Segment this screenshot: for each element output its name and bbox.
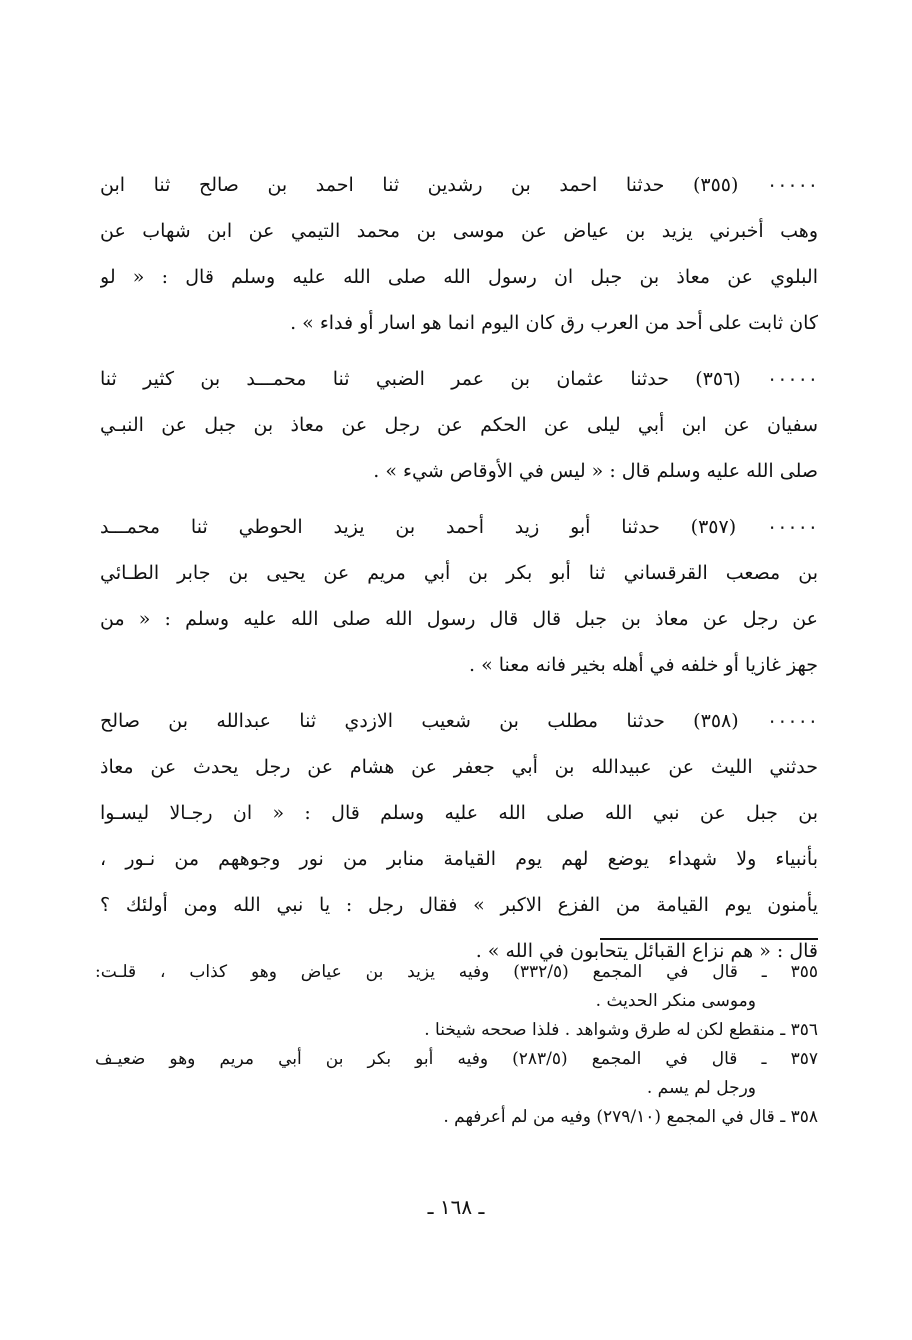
text-line: بأنبياء ولا شهداء يوضع لهم يوم القيامة منابر من نور وجوههم من نـور ، <box>100 848 818 870</box>
text-line: ٠٠٠٠٠ (٣٥٨) حدثنا مطلب بن شعيب الازدي ثنا عبدالله بن صالح <box>100 710 818 732</box>
text-line: البلوي عن معاذ بن جبل ان رسول الله صلى الله عليه وسلم قال : « لو <box>100 266 818 288</box>
text-line: صلى الله عليه وسلم قال : « ليس في الأوقاص شيء » . <box>373 460 818 482</box>
hadith-357 <box>100 504 818 688</box>
text-line: عن رجل عن معاذ بن جبل قال قال رسول الله صلى الله عليه وسلم : « من <box>100 608 818 630</box>
text-line: وهب أخبرني يزيد بن عياض عن موسى بن محمد التيمي عن ابن شهاب عن <box>100 220 818 242</box>
text-line: ٠٠٠٠٠ (٣٥٦) حدثنا عثمان بن عمر الضبي ثنا محمـــد بن كثير ثنا <box>100 368 818 390</box>
main-text <box>100 162 818 984</box>
text-line: ٠٠٠٠٠ (٣٥٧) حدثنا أبو زيد أحمد بن يزيد الحوطي ثنا محمـــد <box>100 516 818 538</box>
text-line: ٠٠٠٠٠ (٣٥٥) حدثنا احمد بن رشدين ثنا احمد بن صالح ثنا ابن <box>100 174 818 196</box>
page-number: ـ ١٦٨ ـ <box>427 1195 485 1219</box>
hadith-356 <box>100 356 818 494</box>
text-line: جهز غازيا أو خلفه في أهله بخير فانه معنا » . <box>469 654 818 676</box>
text-line: بن مصعب القرقساني ثنا أبو بكر بن أبي مريم عن يحيى بن جابر الطـائي <box>100 562 818 584</box>
footnotes <box>95 958 818 1132</box>
footnote-separator <box>600 938 818 940</box>
text-line: كان ثابت على أحد من العرب رق كان اليوم انما هو اسار أو فداء » . <box>290 312 818 334</box>
text-line: حدثني الليث عن عبيدالله بن أبي جعفر عن هشام عن رجل يحدث عن معاذ <box>100 756 818 778</box>
hadith-355 <box>100 162 818 346</box>
text-line: بن جبل عن نبي الله صلى الله عليه وسلم قال : « ان رجـالا ليسـوا <box>100 802 818 824</box>
footnote-line: ٣٥٧ ـ قال في المجمع (٢٨٣/٥) وفيه أبو بكر بن أبي مريم وهو ضعيـف <box>95 1049 818 1069</box>
footnote-line: ٣٥٥ ـ قال في المجمع (٣٣٢/٥) وفيه يزيد بن عياض وهو كذاب ، قلـت: <box>95 962 818 982</box>
text-line: سفيان عن ابن أبي ليلى عن الحكم عن رجل عن معاذ بن جبل عن النبـي <box>100 414 818 436</box>
footnote-line: وموسى منكر الحديث . <box>595 991 756 1011</box>
text-line: يأمنون يوم القيامة من الفزع الاكبر » فقال رجل : يا نبي الله ومن أولئك ؟ <box>100 894 818 916</box>
hadith-358 <box>100 698 818 974</box>
footnote-line: ٣٥٦ ـ منقطع لكن له طرق وشواهد . فلذا صححه شيخنا . <box>424 1020 818 1040</box>
footnote-line: ورجل لم يسم . <box>646 1078 756 1098</box>
text-line: قال : « هم نزاع القبائل يتحابون في الله » . <box>475 940 818 962</box>
footnote-line: ٣٥٨ ـ قال في المجمع (٢٧٩/١٠) وفيه من لم أعرفهم . <box>443 1107 818 1127</box>
